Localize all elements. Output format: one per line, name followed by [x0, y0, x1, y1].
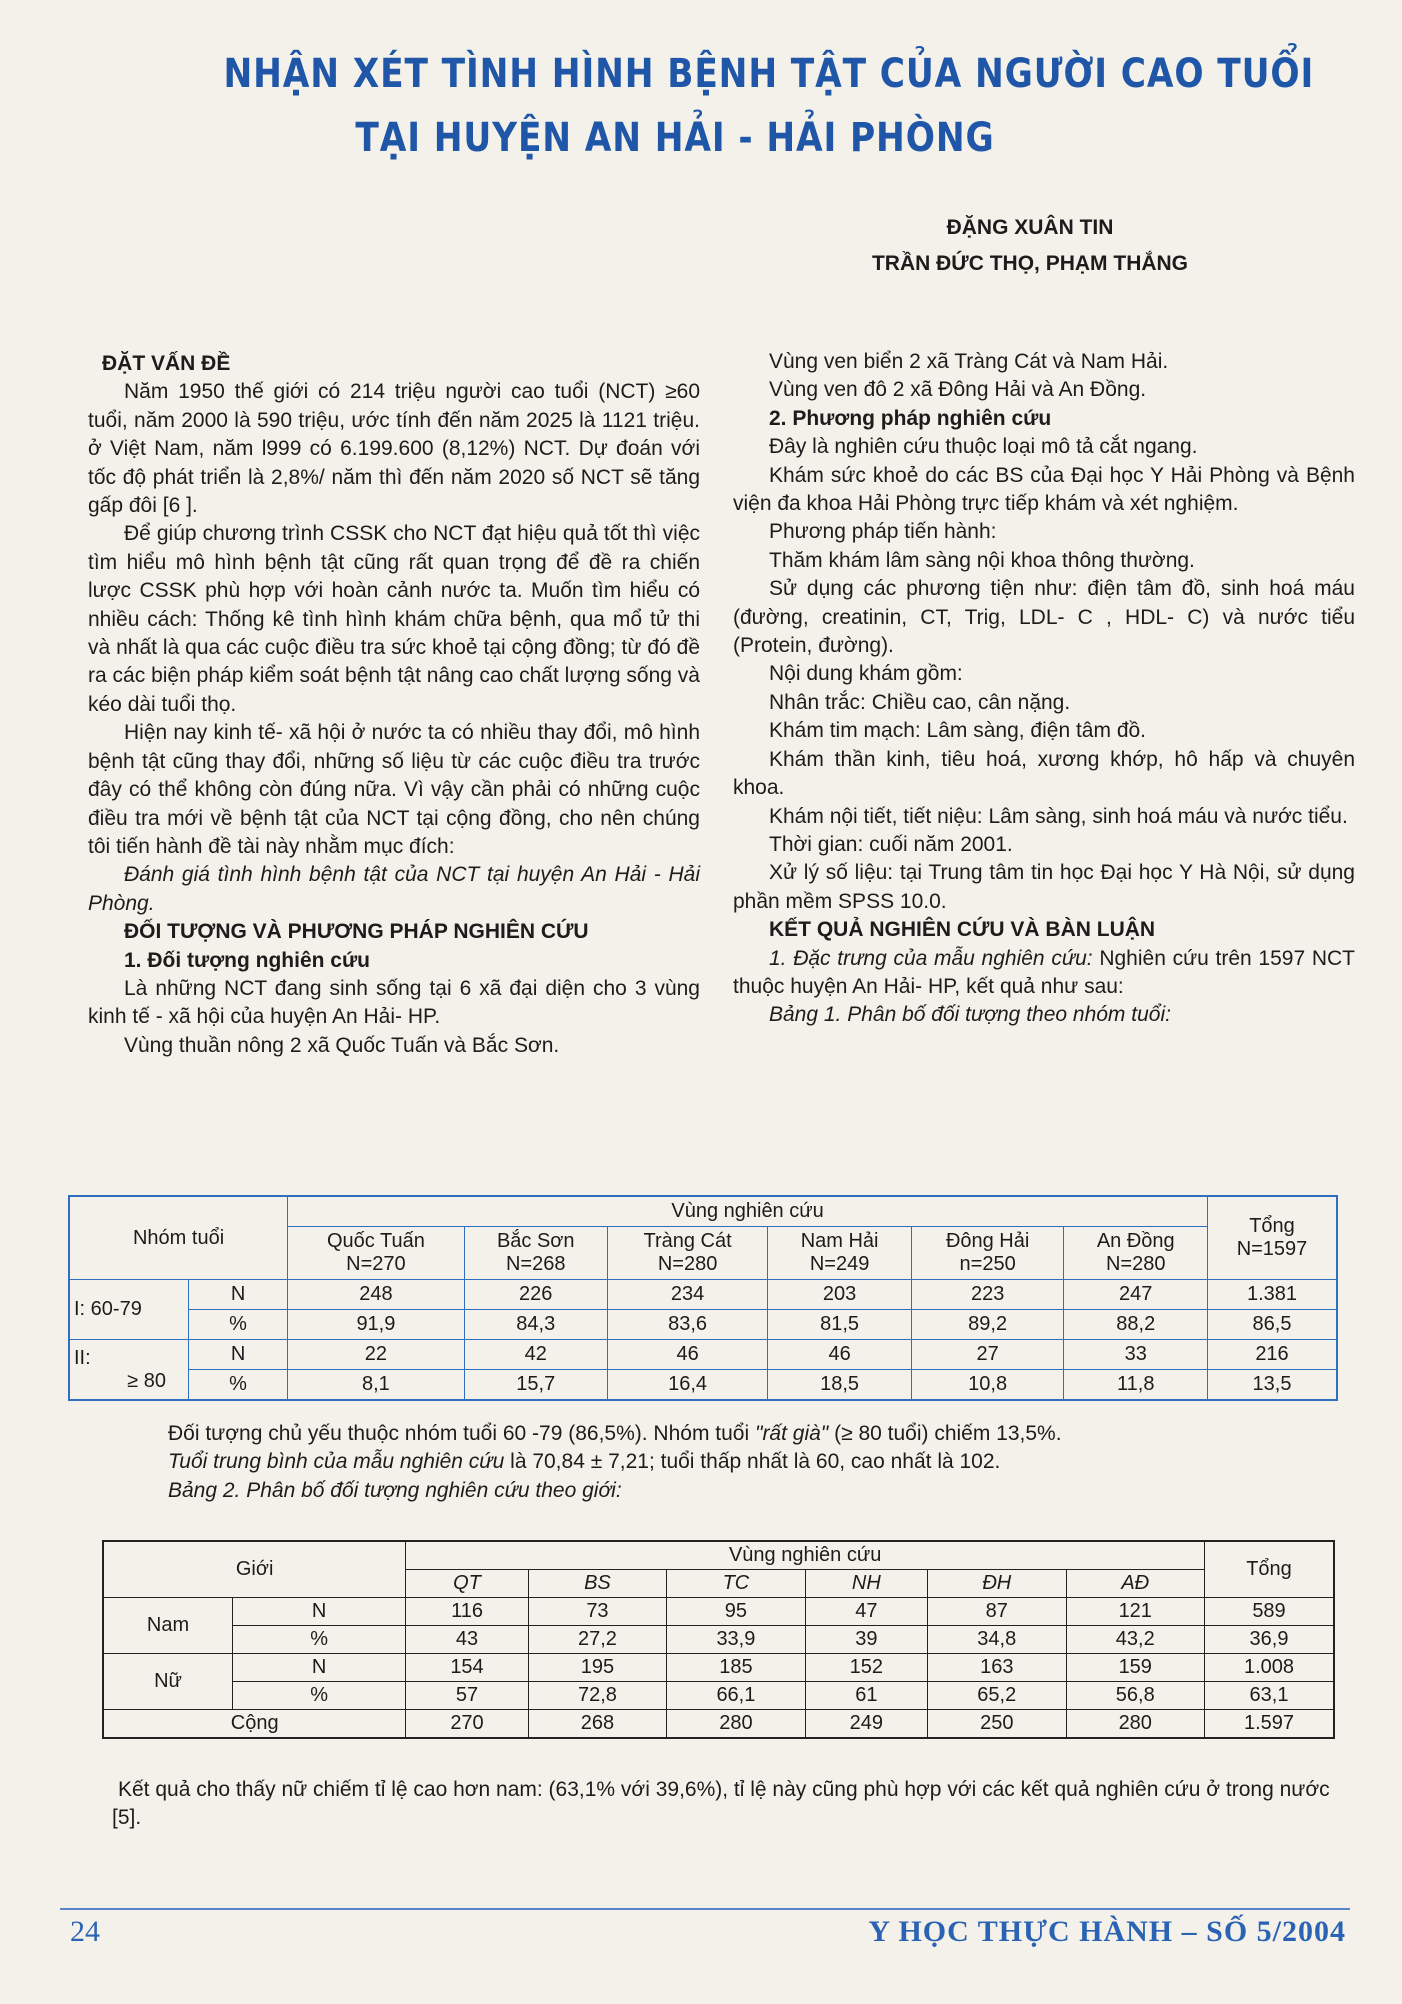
paragraph: Để giúp chương trình CSSK cho NCT đạt hiệu quả tốt thì việc tìm hiểu mô hình bệnh tật cũng rất quan trọng để đề ra chiến lược CSSK phù hợp với hoàn cảnh nước ta. Muốn tìm hiểu có nhiều cách: Thống kê tình hình khám chữa bệnh, qua mổ tử thi và nhất là qua các cuộc điều tra sức khoẻ tại cộng đồng; từ đó đề ra các biện pháp kiểm soát bệnh tật nâng cao chất lượng sống và kéo dài tuổi thọ. — [88, 522, 700, 716]
cell: 39 — [805, 1626, 927, 1654]
cell: 203 — [768, 1280, 911, 1310]
header-total — [1208, 1196, 1338, 1280]
commune-n: N=280 — [1105, 1253, 1166, 1275]
paragraph: Khám thần kinh, tiêu hoá, xương khớp, hô hấp và chuyên khoa. — [733, 747, 1355, 800]
paragraph: Thăm khám lâm sàng nội khoa thông thường. — [769, 548, 1195, 572]
table-row-total — [103, 1710, 1334, 1739]
cell: 121 — [1066, 1598, 1205, 1626]
header-region: Vùng nghiên cứu — [406, 1541, 1205, 1570]
paragraph: Vùng ven đô 2 xã Đông Hải và An Đồng. — [769, 378, 1147, 402]
header-commune-abbr: TC — [667, 1570, 805, 1598]
paragraph: Vùng thuần nông 2 xã Quốc Tuấn và Bắc Sơn. — [124, 1033, 560, 1057]
total-cell: 86,5 — [1208, 1310, 1338, 1340]
table-row — [69, 1280, 1337, 1310]
stat-label: N — [233, 1654, 406, 1682]
cell: 270 — [406, 1710, 528, 1739]
stat-label: N — [189, 1280, 288, 1310]
cell: 88,2 — [1064, 1310, 1208, 1340]
table-2-caption: Bảng 2. Phân bố đối tượng nghiên cứu theo giới: — [168, 1478, 622, 1502]
age-group-label-b: ≥ 80 — [127, 1369, 166, 1392]
paragraph: Phương pháp tiến hành: — [769, 520, 997, 544]
header-sex: Giới — [103, 1541, 406, 1598]
cell: 8,1 — [288, 1370, 465, 1401]
table-row — [103, 1626, 1334, 1654]
cell: 42 — [464, 1340, 607, 1370]
stat-label: % — [189, 1310, 288, 1340]
header-commune-abbr: QT — [406, 1570, 528, 1598]
subsection-heading: 1. Đối tượng nghiên cứu — [124, 948, 371, 972]
cell: 72,8 — [528, 1682, 666, 1710]
cell: 47 — [805, 1598, 927, 1626]
cell: 56,8 — [1066, 1682, 1205, 1710]
cell: 33,9 — [667, 1626, 805, 1654]
total-cell: 1.381 — [1208, 1280, 1338, 1310]
table-1-discussion — [88, 1420, 1348, 1505]
cell: 195 — [528, 1654, 666, 1682]
table-row — [69, 1370, 1337, 1401]
paragraph: Khám sức khoẻ do các BS của Đại học Y Hải Phòng và Bệnh viện đa khoa Hải Phòng trực tiếp khám và xét nghiệm. — [733, 463, 1355, 516]
header-commune — [768, 1227, 911, 1280]
total-cell: 13,5 — [1208, 1370, 1338, 1401]
paragraph-objective: Đánh giá tình hình bệnh tật của NCT tại huyện An Hải - Hải Phòng. — [88, 863, 700, 915]
subsection-heading: 2. Phương pháp nghiên cứu — [769, 406, 1052, 430]
header-commune-abbr: ĐH — [928, 1570, 1066, 1598]
paragraph: Hiện nay kinh tế- xã hội ở nước ta có nhiều thay đổi, mô hình bệnh tật cũng thay đổi, những số liệu từ các cuộc điều tra trước đây có thể không còn đúng nữa. Vì vậy cần phải có những cuộc điều tra mới về bệnh tật của NCT tại cộng đồng, cho nên chúng tôi tiến hành đề tài này nhằm mục đích: — [88, 721, 700, 858]
paragraph: Sử dụng các phương tiện như: điện tâm đồ, sinh hoá máu (đường, creatinin, CT, Trig, LDL- C , HDL- C) và nước tiểu (Protein, đường). — [733, 577, 1355, 658]
age-group-label-a: II: — [74, 1346, 91, 1369]
footer-divider — [60, 1908, 1350, 1910]
stat-label: % — [233, 1626, 406, 1654]
page-number: 24 — [70, 1915, 100, 1948]
body-text: Đối tượng chủ yếu thuộc nhóm tuổi 60 -79 (86,5%). Nhóm tuổi — [168, 1422, 755, 1445]
cell: 95 — [667, 1598, 805, 1626]
cell: 250 — [928, 1710, 1066, 1739]
header-age-group: Nhóm tuổi — [69, 1196, 288, 1280]
header-total-n: N=1597 — [1236, 1238, 1308, 1260]
commune-n: N=280 — [657, 1253, 718, 1275]
table-row — [103, 1598, 1334, 1626]
commune-name: Nam Hải — [800, 1230, 879, 1252]
cell: 73 — [528, 1598, 666, 1626]
left-column — [88, 350, 700, 1060]
cell: 152 — [805, 1654, 927, 1682]
cell: 65,2 — [928, 1682, 1066, 1710]
paragraph — [88, 1448, 1348, 1476]
paragraph: Xử lý số liệu: tại Trung tâm tin học Đại học Y Hà Nội, sử dụng phần mềm SPSS 10.0. — [733, 861, 1355, 913]
table-2-sex-distribution — [102, 1540, 1335, 1739]
cell: 43,2 — [1066, 1626, 1205, 1654]
paragraph: Vùng ven biển 2 xã Tràng Cát và Nam Hải. — [769, 350, 1169, 373]
stat-label: N — [233, 1598, 406, 1626]
table-1-age-distribution — [68, 1195, 1338, 1401]
cell: 33 — [1064, 1340, 1208, 1370]
paragraph: Thời gian: cuối năm 2001. — [769, 832, 1013, 856]
stat-label: N — [189, 1340, 288, 1370]
commune-name: Tràng Cát — [643, 1230, 732, 1252]
cell: 84,3 — [464, 1310, 607, 1340]
table-row — [103, 1654, 1334, 1682]
stat-label: % — [189, 1370, 288, 1401]
total-cell: 589 — [1205, 1598, 1335, 1626]
commune-n: N=268 — [505, 1253, 566, 1275]
cell: 185 — [667, 1654, 805, 1682]
commune-n: N=249 — [809, 1253, 870, 1275]
cell: 46 — [607, 1340, 768, 1370]
paragraph: Khám tim mạch: Lâm sàng, điện tâm đồ. — [769, 719, 1147, 743]
total-cell: 1.597 — [1205, 1710, 1335, 1739]
header-commune-abbr: NH — [805, 1570, 927, 1598]
header-commune — [1064, 1227, 1208, 1280]
cell: 159 — [1066, 1654, 1205, 1682]
cell: 57 — [406, 1682, 528, 1710]
stat-label: % — [233, 1682, 406, 1710]
cell: 15,7 — [464, 1370, 607, 1401]
section-heading-method: ĐỐI TƯỢNG VÀ PHƯƠNG PHÁP NGHIÊN CỨU — [124, 920, 589, 944]
total-cell: 1.008 — [1205, 1654, 1335, 1682]
body-text: (≥ 80 tuổi) chiếm 13,5%. — [828, 1422, 1062, 1445]
table-1-caption: Bảng 1. Phân bố đối tượng theo nhóm tuổi: — [769, 1003, 1171, 1027]
cell: 249 — [805, 1710, 927, 1739]
cell: 154 — [406, 1654, 528, 1682]
table-row — [103, 1682, 1334, 1710]
cell: 34,8 — [928, 1626, 1066, 1654]
cell: 280 — [1066, 1710, 1205, 1739]
article-title-line-1: NHẬN XÉT TÌNH HÌNH BỆNH TẬT CỦA NGƯỜI CAO TUỔI — [223, 51, 1315, 97]
cell: 43 — [406, 1626, 528, 1654]
header-commune — [911, 1227, 1064, 1280]
italic-text: "rất già" — [754, 1422, 829, 1445]
author-block — [780, 210, 1280, 282]
header-commune — [464, 1227, 607, 1280]
section-heading-results: KẾT QUẢ NGHIÊN CỨU VÀ BÀN LUẬN — [769, 918, 1156, 942]
commune-name: Quốc Tuấn — [326, 1230, 425, 1252]
cell: 234 — [607, 1280, 768, 1310]
header-commune-abbr: BS — [528, 1570, 666, 1598]
header-commune — [288, 1227, 465, 1280]
cell: 16,4 — [607, 1370, 768, 1401]
total-cell: 36,9 — [1205, 1626, 1335, 1654]
cell: 11,8 — [1064, 1370, 1208, 1401]
cell: 22 — [288, 1340, 465, 1370]
cell: 18,5 — [768, 1370, 911, 1401]
paragraph: Là những NCT đang sinh sống tại 6 xã đại diện cho 3 vùng kinh tế - xã hội của huyện An Hải- HP. — [88, 976, 700, 1029]
header-total: Tổng — [1205, 1541, 1335, 1598]
table-2-discussion — [112, 1776, 1352, 1833]
total-cell: 63,1 — [1205, 1682, 1335, 1710]
cell: 116 — [406, 1598, 528, 1626]
total-label: Cộng — [103, 1710, 406, 1739]
commune-n: n=250 — [959, 1253, 1016, 1275]
author-line-2: TRẦN ĐỨC THỌ, PHẠM THẮNG — [871, 252, 1189, 275]
paragraph: Nội dung khám gồm: — [769, 662, 963, 686]
paragraph — [733, 945, 1355, 1002]
commune-n: N=270 — [346, 1253, 406, 1275]
body-text: là 70,84 ± 7,21; tuổi thấp nhất là 60, cao nhất là 102. — [504, 1450, 1001, 1474]
article-title-line-2: TẠI HUYỆN AN HẢI - HẢI PHÒNG — [355, 115, 995, 161]
journal-name: Y HỌC THỰC HÀNH – SỐ 5/2004 — [868, 1915, 1346, 1948]
lead-text: 1. Đặc trưng của mẫu nghiên cứu: — [769, 946, 1093, 970]
italic-text: Tuổi trung bình của mẫu nghiên cứu — [168, 1450, 505, 1474]
total-cell: 216 — [1208, 1340, 1338, 1370]
cell: 27,2 — [528, 1626, 666, 1654]
paragraph — [88, 1420, 1348, 1448]
table-row — [69, 1310, 1337, 1340]
cell: 247 — [1064, 1280, 1208, 1310]
age-group-label: I: 60-79 — [69, 1280, 189, 1340]
paragraph: Đây là nghiên cứu thuộc loại mô tả cắt ngang. — [769, 435, 1198, 459]
cell: 81,5 — [768, 1310, 911, 1340]
header-commune-abbr: AĐ — [1066, 1570, 1205, 1598]
commune-name: An Đồng — [1096, 1230, 1175, 1252]
cell: 280 — [667, 1710, 805, 1739]
cell: 10,8 — [911, 1370, 1064, 1401]
sex-label: Nữ — [103, 1654, 233, 1710]
cell: 61 — [805, 1682, 927, 1710]
cell: 268 — [528, 1710, 666, 1739]
cell: 248 — [288, 1280, 465, 1310]
author-line-1: ĐẶNG XUÂN TIN — [946, 216, 1114, 239]
article-title — [223, 42, 1315, 170]
paragraph: Năm 1950 thế giới có 214 triệu người cao tuổi (NCT) ≥60 tuổi, năm 2000 là 590 triệu, ước tính đến năm 2025 là 1121 triệu. ở Việt Nam, năm l999 có 6.199.600 (8,12%) NCT. Dự đoán với tốc độ phát triển là 2,8%/ năm thì đến năm 2020 số NCT sẽ tăng gấp đôi [6 ]. — [88, 380, 700, 518]
cell: 87 — [928, 1598, 1066, 1626]
right-column — [733, 348, 1355, 1030]
table-row — [69, 1340, 1337, 1370]
commune-name: Bắc Sơn — [496, 1230, 575, 1252]
cell: 91,9 — [288, 1310, 465, 1340]
section-heading-intro: ĐẶT VẤN ĐỀ — [102, 352, 231, 375]
age-group-label — [69, 1340, 189, 1401]
cell: 226 — [464, 1280, 607, 1310]
cell: 83,6 — [607, 1310, 768, 1340]
cell: 46 — [768, 1340, 911, 1370]
header-region: Vùng nghiên cứu — [288, 1196, 1208, 1227]
cell: 66,1 — [667, 1682, 805, 1710]
cell: 223 — [911, 1280, 1064, 1310]
body-text: Nghiên cứu trên 1597 NCT thuộc huyện An Hải- HP, kết quả như sau: — [733, 946, 1355, 998]
paragraph: Kết quả cho thấy nữ chiếm tỉ lệ cao hơn nam: (63,1% với 39,6%), tỉ lệ này cũng phù hợp với các kết quả nghiên cứu ở trong nước [5]. — [112, 1778, 1330, 1830]
cell: 27 — [911, 1340, 1064, 1370]
sex-label: Nam — [103, 1598, 233, 1654]
paragraph: Nhân trắc: Chiều cao, cân nặng. — [769, 690, 1071, 714]
paragraph: Khám nội tiết, tiết niệu: Lâm sàng, sinh hoá máu và nước tiểu. — [769, 804, 1348, 828]
cell: 163 — [928, 1654, 1066, 1682]
header-commune — [607, 1227, 768, 1280]
cell: 89,2 — [911, 1310, 1064, 1340]
header-total-label: Tổng — [1249, 1215, 1295, 1237]
commune-name: Đông Hải — [945, 1230, 1030, 1252]
